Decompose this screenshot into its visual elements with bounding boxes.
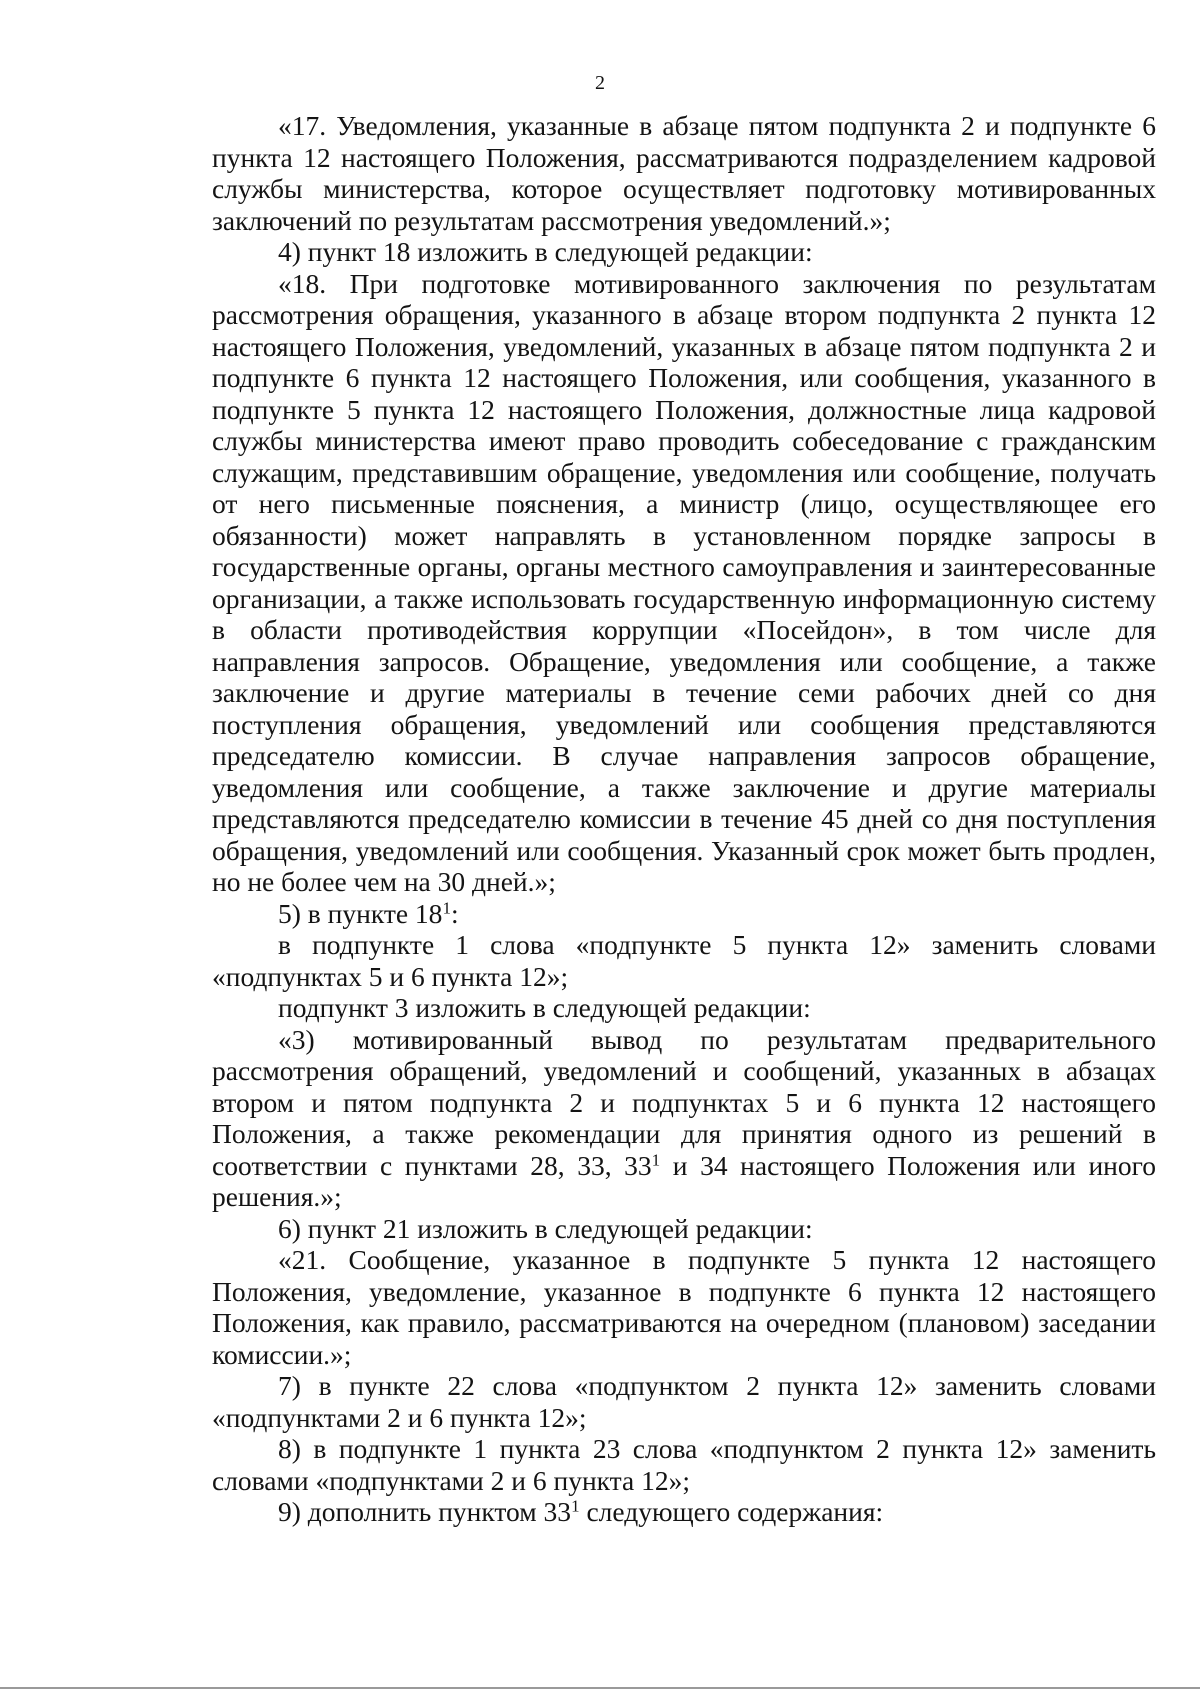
paragraph-text: 5) в пункте 18 <box>278 897 443 929</box>
paragraph-text: 8) в подпункте 1 пункта 23 слова «подпунктом 2 пункта 12» заменить словами «подпунктами 2 и 6 пункта 12»; <box>212 1433 1156 1496</box>
document-body <box>212 110 1156 1528</box>
paragraph-text: 7) в пункте 22 слова «подпунктом 2 пункта 12» заменить словами «подпунктами 2 и 6 пункта 12»; <box>212 1370 1156 1433</box>
paragraph-subitem-6 <box>212 1213 1156 1245</box>
superscript: 1 <box>651 1150 661 1170</box>
paragraph-text: 6) пункт 21 изложить в следующей редакции: <box>278 1212 813 1244</box>
paragraph-subitem-9 <box>212 1496 1156 1528</box>
paragraph-subpoint-3-intro <box>212 992 1156 1024</box>
paragraph-subitem-7 <box>212 1370 1156 1433</box>
paragraph-text: «18. При подготовке мотивированного заключения по результатам рассмотрения обращения, указанного в абзаце втором подпункта 2 пункта 12 настоящего Положения, уведомлений, указанных в абзаце пятом подпункта 2 и подпункте 6 пункта 12 настоящего Положения, или сообщения, указанного в подпункте 5 пункта 12 настоящего Положения, должностные лица кадровой службы министерства имеют право проводить собеседование с гражданским служащим, представившим обращение, уведомления или сообщение, получать от него письменные пояснения, а министр (лицо, осуществляющее его обязанности) может направлять в установленном порядке запросы в государственные органы, органы местного самоуправления и заинтересованные организации, а также использовать государственную информационную систему в области противодействия коррупции «Посейдон», в том числе для направления запросов. Обращение, уведомления или сообщение, а также заключение и другие материалы в течение семи рабочих дней со дня поступления обращения, уведомлений или сообщения представляются председателю комиссии. В случае направления запросов обращение, уведомления или сообщение, а также заключение и другие материалы представляются председателю комиссии в течение 45 дней со дня поступления обращения, уведомлений или сообщения. Указанный срок может быть продлен, но не более чем на 30 дней.»; <box>212 267 1156 897</box>
paragraph-item-21 <box>212 1244 1156 1370</box>
superscript: 1 <box>571 1496 580 1516</box>
paragraph-text: 4) пункт 18 изложить в следующей редакции: <box>278 236 813 267</box>
paragraph-text-tail: и 34 настоящего Положения или иного решения.»; <box>212 1149 1156 1212</box>
paragraph-text-tail: : <box>450 897 459 929</box>
paragraph-text: в подпункте 1 слова «подпункте 5 пункта 12» заменить словами «подпунктах 5 и 6 пункта 12»; <box>212 929 1156 992</box>
paragraph-text: «17. Уведомления, указанные в абзаце пятом подпункта 2 и подпункте 6 пункта 12 настоящего Положения, рассматриваются подразделением кадровой службы министерства, которое осуществляет подготовку мотивированных заключений по результатам рассмотрения уведомлений.»; <box>212 110 1156 236</box>
paragraph-text: 9) дополнить пунктом 33 <box>278 1496 572 1527</box>
paragraph-subitem-8 <box>212 1433 1156 1496</box>
superscript: 1 <box>442 898 451 918</box>
paragraph-subitem-4 <box>212 236 1156 268</box>
paragraph-text-tail: следующего содержания: <box>579 1496 884 1527</box>
bottom-scan-line <box>0 1687 1200 1689</box>
paragraph-text: «21. Сообщение, указанное в подпункте 5 пункта 12 настоящего Положения, уведомление, указанное в подпункте 6 пункта 12 настоящего Положения, как правило, рассматриваются на очередном (плановом) заседании комиссии.»; <box>212 1244 1156 1370</box>
paragraph-item-18 <box>212 268 1156 898</box>
paragraph-subpoint-1 <box>212 929 1156 992</box>
paragraph-subitem-5 <box>212 898 1156 930</box>
paragraph-item-17 <box>212 110 1156 236</box>
paragraph-text: подпункт 3 изложить в следующей редакции: <box>278 992 811 1023</box>
page-number: 2 <box>595 72 605 94</box>
paragraph-subpoint-3 <box>212 1024 1156 1213</box>
paragraph-text: «3) мотивированный вывод по результатам предварительного рассмотрения обращений, уведомлений и сообщений, указанных в абзацах втором и пятом подпункта 2 и подпунктах 5 и 6 пункта 12 настоящего Положения, а также рекомендации для принятия одного из решений в соответствии с пунктами 28, 33, 33 <box>212 1023 1156 1181</box>
